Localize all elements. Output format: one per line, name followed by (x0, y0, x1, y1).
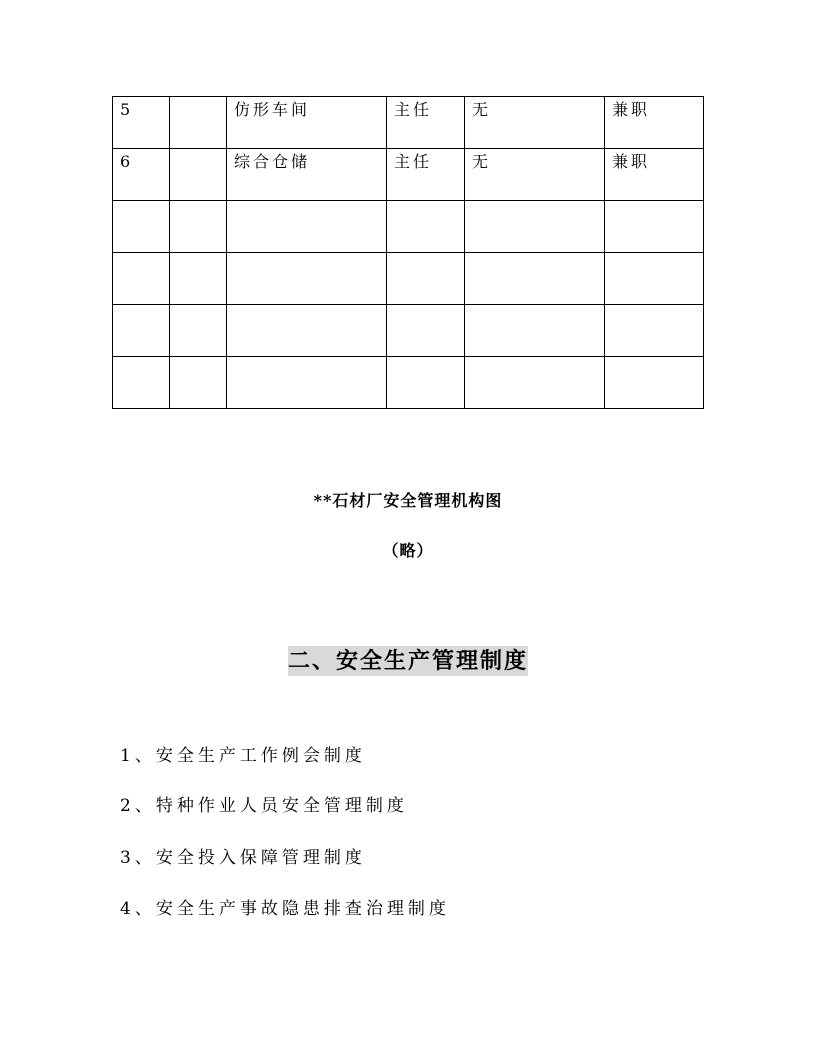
table-cell (113, 201, 170, 253)
table-cell: 仿形车间 (227, 97, 387, 149)
table-cell (465, 305, 605, 357)
table-row (113, 357, 704, 409)
table-cell (387, 357, 465, 409)
table-cell: 无 (465, 149, 605, 201)
table-cell (113, 305, 170, 357)
table-cell (605, 253, 704, 305)
table-cell (387, 201, 465, 253)
table-cell: 6 (113, 149, 170, 201)
table-cell (170, 97, 227, 149)
table-cell: 主任 (387, 149, 465, 201)
table-cell (170, 253, 227, 305)
org-chart-title: **石材厂安全管理机构图 (313, 491, 503, 510)
table-cell (387, 253, 465, 305)
table-cell (227, 305, 387, 357)
table-cell: 无 (465, 97, 605, 149)
list-item: 2、特种作业人员安全管理制度 (120, 796, 408, 816)
table-cell (170, 149, 227, 201)
table-cell (605, 357, 704, 409)
table-cell (605, 305, 704, 357)
table-row (113, 149, 704, 201)
table-cell (113, 253, 170, 305)
table-cell (465, 357, 605, 409)
table-row (113, 97, 704, 149)
table-cell (113, 357, 170, 409)
table-cell (170, 305, 227, 357)
table-cell: 主任 (387, 97, 465, 149)
staff-table (112, 96, 704, 409)
table-cell (227, 253, 387, 305)
table-cell: 综合仓储 (227, 149, 387, 201)
list-item: 3、安全投入保障管理制度 (120, 848, 366, 868)
list-item: 1、安全生产工作例会制度 (120, 746, 366, 766)
section-heading: 二、安全生产管理制度 (288, 648, 529, 674)
table-cell (387, 305, 465, 357)
table-cell (170, 201, 227, 253)
table-row (113, 253, 704, 305)
table-cell (170, 357, 227, 409)
table-cell (227, 357, 387, 409)
table-cell (465, 201, 605, 253)
list-item: 4、安全生产事故隐患排查治理制度 (120, 899, 450, 919)
table-cell: 兼职 (605, 149, 704, 201)
table-cell: 兼职 (605, 97, 704, 149)
table-row (113, 305, 704, 357)
org-chart-note: （略） (382, 541, 434, 560)
table-cell (227, 201, 387, 253)
table-cell: 5 (113, 97, 170, 149)
table-row (113, 201, 704, 253)
table-cell (605, 201, 704, 253)
table-cell (465, 253, 605, 305)
